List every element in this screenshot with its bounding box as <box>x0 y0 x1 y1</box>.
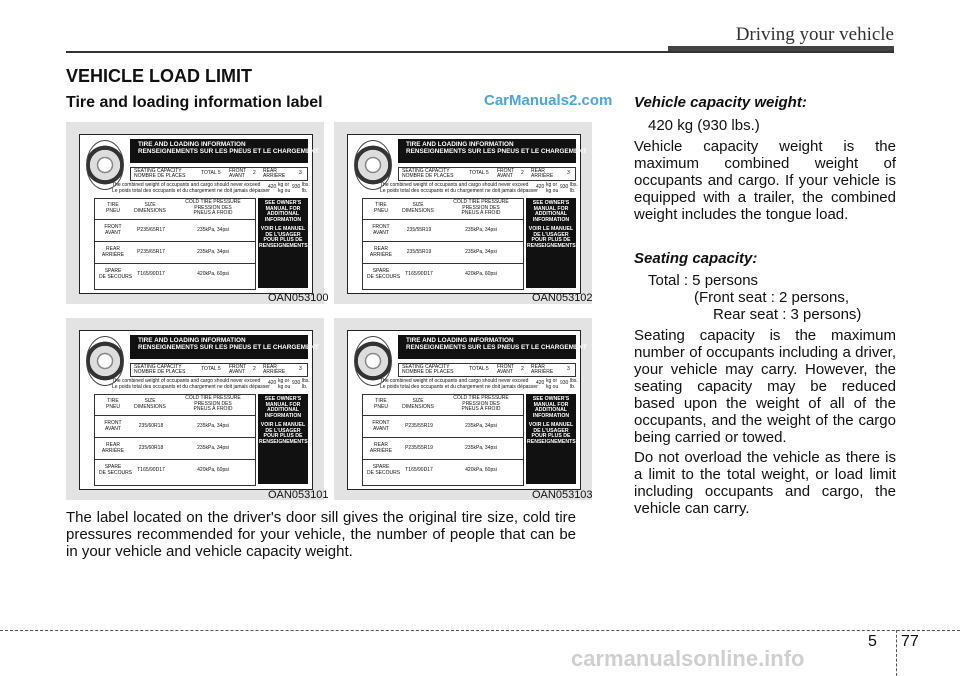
watermark-bottom: carmanualsonline.info <box>571 646 805 671</box>
chapter-number: 5 <box>868 633 877 650</box>
seating-description: Seating capacity is the maximum number of occupants including a driver, your vehicle may carry. However, the seating capacity may be reduced based upon the weight of all of the occupants, and the weight of the cargo being carried or towed. <box>634 327 896 446</box>
row-rear: REAR ARRIÈRE <box>101 442 125 454</box>
capacity-lbs: 930 <box>560 184 569 190</box>
seating-total-value: TOTAL 5 <box>469 366 489 372</box>
subsection-title: Tire and loading information label <box>66 94 323 111</box>
row-rear: REAR ARRIÈRE <box>369 442 393 454</box>
front-label-fr: AVANT <box>229 369 245 375</box>
front-label-en: FRONT <box>229 364 247 370</box>
seating-capacity-row <box>398 167 576 181</box>
rear-label-en: REAR <box>531 364 545 370</box>
col-tire: TIRE PNEU <box>374 202 388 214</box>
seating-label-en: SEATING CAPACITY <box>134 364 182 370</box>
label-header-en: TIRE AND LOADING INFORMATION <box>406 337 514 344</box>
tire-label-figure <box>66 122 324 304</box>
seating-label-fr: NOMBRE DE PLACES <box>402 173 454 179</box>
lbs-unit: lbs. lb. <box>570 378 578 390</box>
seating-total-value: TOTAL 5 <box>201 170 221 176</box>
spare-pressure: 420kPa, 60psi <box>197 271 229 277</box>
label-header-fr: RENSEIGNEMENTS SUR LES PNEUS ET LE CHARGEMENT <box>138 148 319 156</box>
rear-pressure: 235kPa, 34psi <box>465 445 497 451</box>
col-size: SIZE DIMENSIONS <box>402 202 434 214</box>
spare-tire-size: T165/90D17 <box>137 467 165 473</box>
warning-fr: Le poids total des occupants et du chargement ne doit jamais dépasser <box>380 383 538 390</box>
front-tire-size: P235/65R17 <box>137 227 165 233</box>
col-tire: TIRE PNEU <box>106 398 120 410</box>
note-en: SEE OWNER'S MANUAL FOR ADDITIONAL INFORMATION <box>264 396 302 420</box>
front-label-en: FRONT <box>229 168 247 174</box>
front-tire-size: P235/55R19 <box>405 423 433 429</box>
seating-label-fr: NOMBRE DE PLACES <box>134 173 186 179</box>
label-header <box>130 139 319 163</box>
front-pressure: 235kPa, 34psi <box>197 423 229 429</box>
figure-code: OAN053100 <box>268 292 329 304</box>
spare-tire-size: T165/90D17 <box>137 271 165 277</box>
warning-en: The combined weight of occupants and cargo should never exceed <box>112 182 261 188</box>
rear-seat-count: 3 <box>299 170 302 176</box>
tire-label-figure <box>66 318 324 500</box>
warning-en: The combined weight of occupants and cargo should never exceed <box>112 378 261 384</box>
seating-label-en: SEATING CAPACITY <box>134 168 182 174</box>
tire-pressure-table <box>362 394 524 486</box>
lbs-unit: lbs. lb. <box>302 378 310 390</box>
kg-unit: kg or kg ou <box>546 378 559 390</box>
row-rear: REAR ARRIÈRE <box>101 246 125 258</box>
capacity-lbs: 930 <box>292 380 301 386</box>
rear-label-fr: ARRIÈRE <box>263 173 286 179</box>
seating-capacity-row <box>398 363 576 377</box>
front-seat-count: 2 <box>521 170 524 176</box>
watermark-top: CarManuals2.com <box>484 92 613 109</box>
col-cold-pressure: COLD TIRE PRESSURE PRESSION DES PNEUS À FROID <box>185 199 241 216</box>
spare-pressure: 420kPa, 60psi <box>465 467 497 473</box>
front-tire-size: 235/60R18 <box>138 423 164 429</box>
col-tire: TIRE PNEU <box>106 202 120 214</box>
spare-pressure: 420kPa, 60psi <box>465 271 497 277</box>
note-fr: VOIR LE MANUEL DE L'USAGER POUR PLUS DE RENSEIGNEMENTS <box>527 225 576 250</box>
label-header <box>130 335 319 359</box>
rear-seat-count: 3 <box>299 366 302 372</box>
row-front: FRONT AVANT <box>372 420 390 432</box>
col-cold-pressure: COLD TIRE PRESSURE PRESSION DES PNEUS À FROID <box>453 395 509 412</box>
rear-label-fr: ARRIÈRE <box>531 369 554 375</box>
rear-label-en: REAR <box>263 364 277 370</box>
tire-loading-label <box>347 330 587 490</box>
row-front: FRONT AVANT <box>372 224 390 236</box>
front-seat-count: 2 <box>521 366 524 372</box>
warning-fr: Le poids total des occupants et du chargement ne doit jamais dépasser <box>380 187 538 194</box>
front-label-fr: AVANT <box>229 173 245 179</box>
front-tire-size: 235/55R19 <box>406 227 432 233</box>
note-fr: VOIR LE MANUEL DE L'USAGER POUR PLUS DE RENSEIGNEMENTS <box>259 225 308 250</box>
header-rule <box>66 51 894 53</box>
owners-manual-note <box>526 394 576 484</box>
label-header-fr: RENSEIGNEMENTS SUR LES PNEUS ET LE CHARGEMENT <box>406 148 587 156</box>
tire-loading-label <box>79 134 319 294</box>
front-seat-count: 2 <box>253 170 256 176</box>
note-en: SEE OWNER'S MANUAL FOR ADDITIONAL INFORMATION <box>532 200 570 224</box>
rear-tire-size: 235/55R19 <box>406 249 432 255</box>
rear-seat-count: 3 <box>567 366 570 372</box>
seating-rear: Rear seat : 3 persons) <box>713 306 862 323</box>
label-header <box>398 139 587 163</box>
front-label-en: FRONT <box>497 364 515 370</box>
page-number: 77 <box>901 633 919 650</box>
note-en: SEE OWNER'S MANUAL FOR ADDITIONAL INFORMATION <box>532 396 570 420</box>
row-spare: SPARE DE SECOURS <box>367 268 401 280</box>
seating-label-en: SEATING CAPACITY <box>402 168 450 174</box>
figure-code: OAN053101 <box>268 489 329 501</box>
lbs-unit: lbs. lb. <box>302 182 310 194</box>
front-label-fr: AVANT <box>497 369 513 375</box>
capacity-description: Vehicle capacity weight is the maximum combined weight of occupants and cargo. If your vehicle is equipped with a trailer, the combined weight includes the tongue load. <box>634 138 896 223</box>
front-pressure: 235kPa, 34psi <box>465 227 497 233</box>
note-en: SEE OWNER'S MANUAL FOR ADDITIONAL INFORMATION <box>264 200 302 224</box>
rear-tire-size: P235/55R19 <box>405 445 433 451</box>
tire-pressure-table <box>362 198 524 290</box>
seating-capacity-row <box>130 167 308 181</box>
tire-loading-label <box>79 330 319 490</box>
owners-manual-note <box>526 198 576 288</box>
capacity-kg: 420 <box>536 380 545 386</box>
capacity-lbs: 930 <box>560 380 569 386</box>
owners-manual-note <box>258 394 308 484</box>
figure-code: OAN053103 <box>532 489 593 501</box>
front-seat-count: 2 <box>253 366 256 372</box>
overload-warning: Do not overload the vehicle as there is a limit to the total weight, or load limit including occupants and cargo, the vehicle can carry. <box>634 449 896 517</box>
front-label-en: FRONT <box>497 168 515 174</box>
seating-label-en: SEATING CAPACITY <box>402 364 450 370</box>
rear-seat-count: 3 <box>567 170 570 176</box>
row-spare: SPARE DE SECOURS <box>367 464 401 476</box>
page-number-separator <box>896 630 897 676</box>
lbs-unit: lbs. lb. <box>570 182 578 194</box>
seating-total-value: TOTAL 5 <box>469 170 489 176</box>
seating-front: (Front seat : 2 persons, <box>694 289 850 306</box>
col-size: SIZE DIMENSIONS <box>402 398 434 410</box>
rear-label-fr: ARRIÈRE <box>531 173 554 179</box>
label-header-fr: RENSEIGNEMENTS SUR LES PNEUS ET LE CHARGEMENT <box>406 344 587 352</box>
row-front: FRONT AVANT <box>104 420 122 432</box>
spare-tire-size: T165/90D17 <box>405 467 433 473</box>
rear-tire-size: P235/65R17 <box>137 249 165 255</box>
col-size: SIZE DIMENSIONS <box>134 202 166 214</box>
weight-warning <box>112 379 308 393</box>
footer-rule <box>0 630 960 631</box>
capacity-kg: 420 <box>536 184 545 190</box>
front-pressure: 235kPa, 34psi <box>465 423 497 429</box>
spare-pressure: 420kPa, 60psi <box>197 467 229 473</box>
seating-label-fr: NOMBRE DE PLACES <box>402 369 454 375</box>
tire-label-figure <box>334 318 592 500</box>
label-description: The label located on the driver's door sill gives the original tire size, cold tire pressures recommended for your vehicle, the number of people that can be in your vehicle and vehicle capacity weight. <box>66 509 576 560</box>
tire-loading-label <box>347 134 587 294</box>
figure-code: OAN053102 <box>532 292 593 304</box>
warning-fr: Le poids total des occupants et du chargement ne doit jamais dépasser <box>112 383 270 390</box>
warning-en: The combined weight of occupants and cargo should never exceed <box>380 182 529 188</box>
rear-pressure: 235kPa, 34psi <box>197 445 229 451</box>
label-header-en: TIRE AND LOADING INFORMATION <box>138 337 246 344</box>
seating-total: Total : 5 persons <box>648 272 759 289</box>
kg-unit: kg or kg ou <box>278 378 291 390</box>
tire-pressure-table <box>94 198 256 290</box>
note-fr: VOIR LE MANUEL DE L'USAGER POUR PLUS DE RENSEIGNEMENTS <box>259 421 308 446</box>
col-cold-pressure: COLD TIRE PRESSURE PRESSION DES PNEUS À FROID <box>185 395 241 412</box>
owners-manual-note <box>258 198 308 288</box>
tire-pressure-table <box>94 394 256 486</box>
capacity-value: 420 kg (930 lbs.) <box>648 117 760 134</box>
seating-heading: Seating capacity: <box>634 250 758 267</box>
kg-unit: kg or kg ou <box>546 182 559 194</box>
label-header-en: TIRE AND LOADING INFORMATION <box>138 141 246 148</box>
rear-label-en: REAR <box>531 168 545 174</box>
row-front: FRONT AVANT <box>104 224 122 236</box>
spare-tire-size: T165/90D17 <box>405 271 433 277</box>
seating-capacity-row <box>130 363 308 377</box>
rear-label-en: REAR <box>263 168 277 174</box>
weight-warning <box>380 379 576 393</box>
tire-label-figure <box>334 122 592 304</box>
capacity-lbs: 930 <box>292 184 301 190</box>
weight-warning <box>380 183 576 197</box>
capacity-heading: Vehicle capacity weight: <box>634 94 807 111</box>
warning-fr: Le poids total des occupants et du chargement ne doit jamais dépasser <box>112 187 270 194</box>
col-size: SIZE DIMENSIONS <box>134 398 166 410</box>
label-header-fr: RENSEIGNEMENTS SUR LES PNEUS ET LE CHARGEMENT <box>138 344 319 352</box>
chapter-header: Driving your vehicle <box>735 24 894 45</box>
front-label-fr: AVANT <box>497 173 513 179</box>
front-pressure: 235kPa, 34psi <box>197 227 229 233</box>
capacity-kg: 420 <box>268 380 277 386</box>
section-title: VEHICLE LOAD LIMIT <box>66 66 252 86</box>
rear-pressure: 235kPa, 34psi <box>465 249 497 255</box>
row-spare: SPARE DE SECOURS <box>99 268 133 280</box>
kg-unit: kg or kg ou <box>278 182 291 194</box>
warning-en: The combined weight of occupants and cargo should never exceed <box>380 378 529 384</box>
label-header-en: TIRE AND LOADING INFORMATION <box>406 141 514 148</box>
seating-total-value: TOTAL 5 <box>201 366 221 372</box>
col-cold-pressure: COLD TIRE PRESSURE PRESSION DES PNEUS À FROID <box>453 199 509 216</box>
rear-pressure: 235kPa, 34psi <box>197 249 229 255</box>
note-fr: VOIR LE MANUEL DE L'USAGER POUR PLUS DE RENSEIGNEMENTS <box>527 421 576 446</box>
weight-warning <box>112 183 308 197</box>
row-rear: REAR ARRIÈRE <box>369 246 393 258</box>
capacity-kg: 420 <box>268 184 277 190</box>
label-header <box>398 335 587 359</box>
rear-label-fr: ARRIÈRE <box>263 369 286 375</box>
seating-label-fr: NOMBRE DE PLACES <box>134 369 186 375</box>
row-spare: SPARE DE SECOURS <box>99 464 133 476</box>
col-tire: TIRE PNEU <box>374 398 388 410</box>
rear-tire-size: 235/60R18 <box>138 445 164 451</box>
